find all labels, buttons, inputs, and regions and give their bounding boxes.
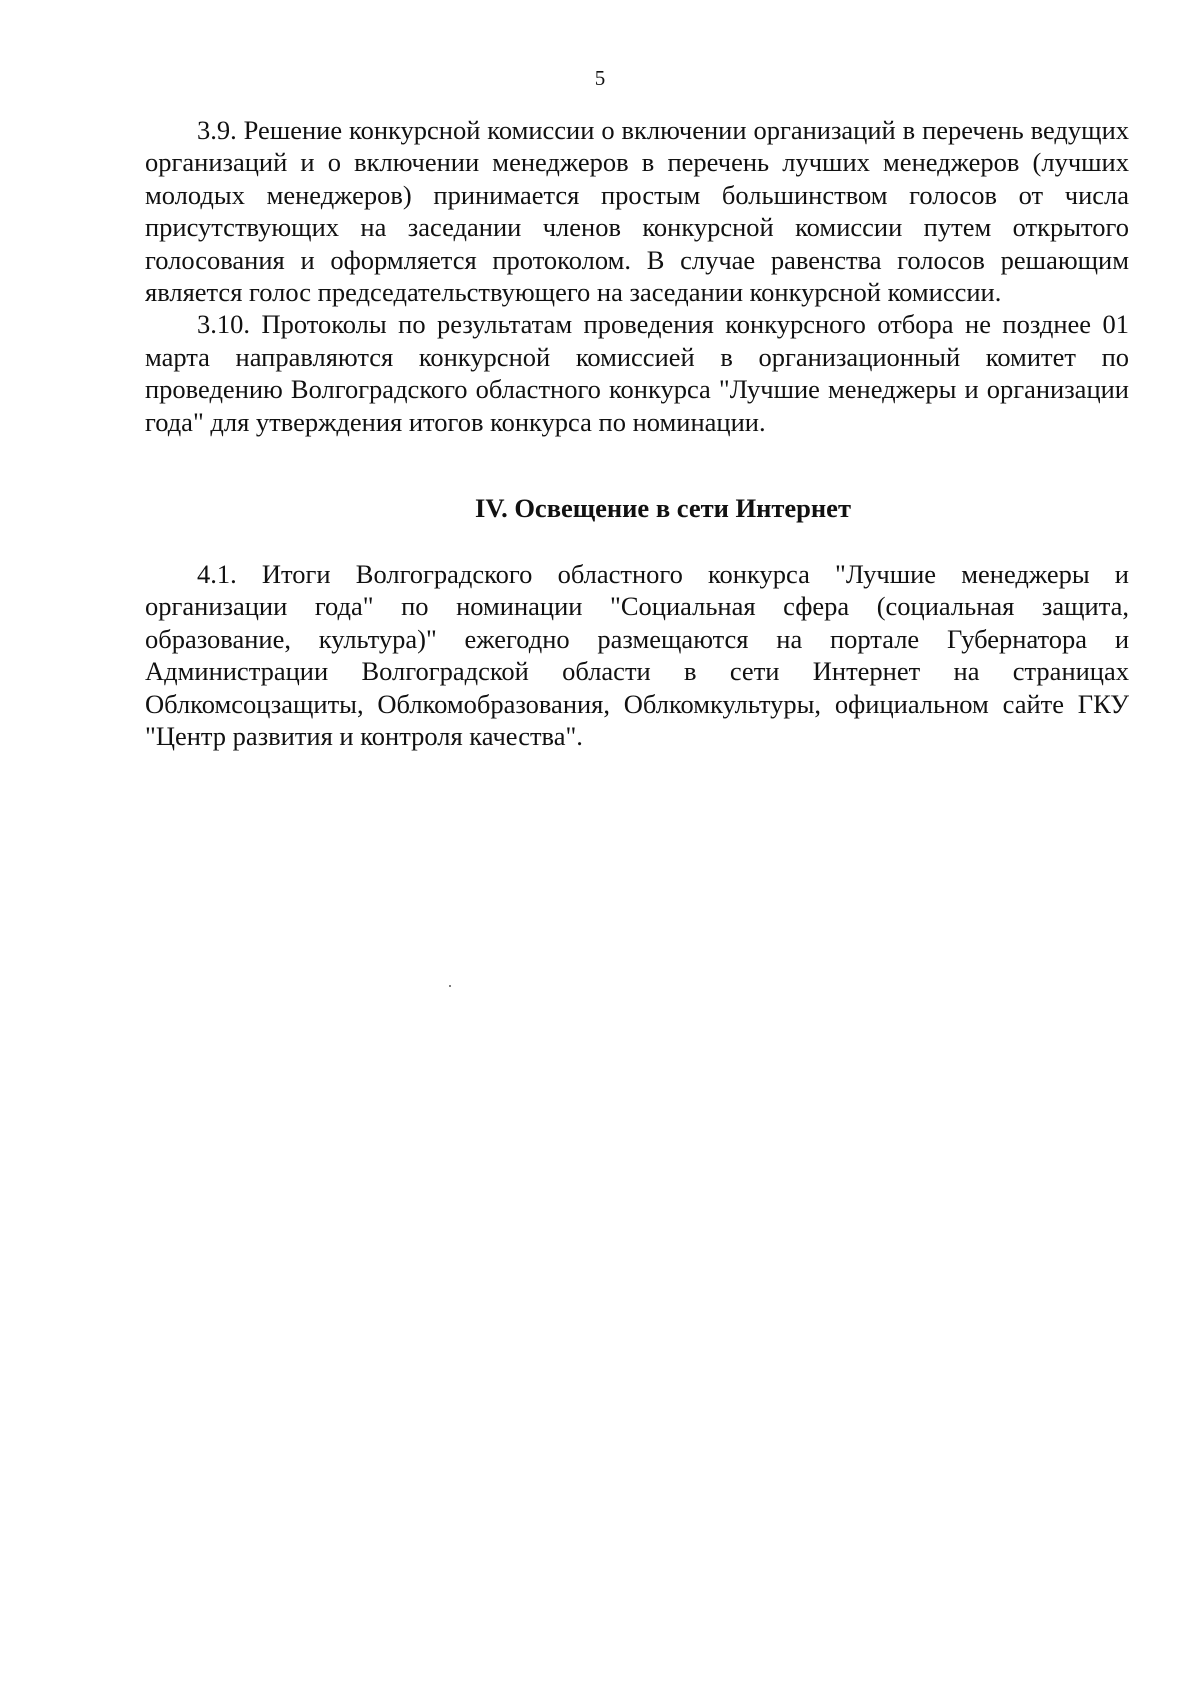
paragraph-4-1: 4.1. Итоги Волгоградского областного конкурса "Лучшие менеджеры и организации года" по номинации "Социальная сфера (социальная защита, образование, культура)" ежегодно размещаются на портале Губернатора и Администрации Волгоградской области в сети Интернет на страницах Облкомсоцзащиты, Облкомобразования, Облкомкультуры, официальном сайте ГКУ "Центр развития и контроля качества".	[145, 559, 1129, 752]
paragraph-3-9: 3.9. Решение конкурсной комиссии о включении организаций в перечень ведущих организаций и о включении менеджеров в перечень лучших менеджеров (лучших молодых менеджеров) принимается простым большинством голосов от числа присутствующих на заседании членов конкурсной комиссии путем открытого голосования и оформляется протоколом. В случае равенства голосов решающим является голос председательствующего на заседании конкурсной комиссии.	[145, 115, 1129, 308]
page-number: 5	[594, 66, 606, 90]
document-body	[145, 114, 1129, 753]
spacer	[145, 524, 1129, 558]
spacer	[145, 438, 1129, 492]
section-heading-iv: IV. Освещение в сети Интернет	[475, 493, 851, 524]
scan-speck	[449, 985, 451, 987]
paragraph-3-10: 3.10. Протоколы по результатам проведения конкурсного отбора не позднее 01 марта направляются конкурсной комиссией в организационный комитет по проведению Волгоградского областного конкурса "Лучшие менеджеры и организации года" для утверждения итогов конкурса по номинации.	[145, 309, 1129, 437]
